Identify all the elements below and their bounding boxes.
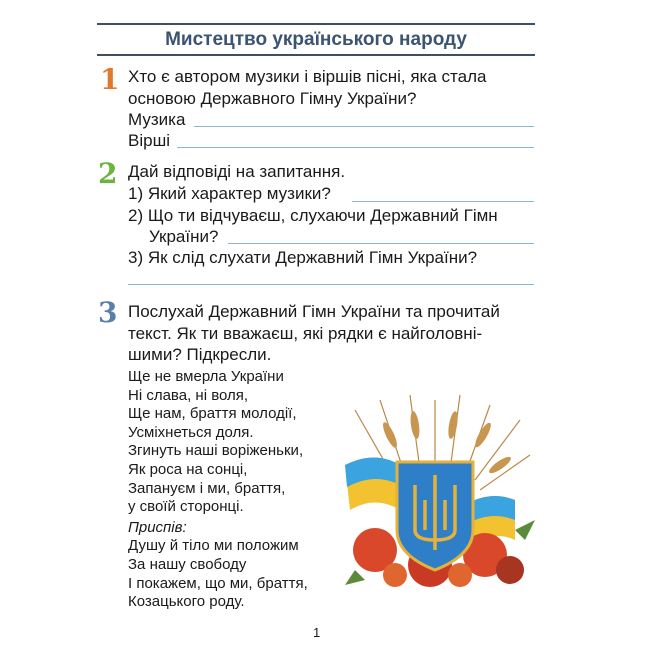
task-number-3: 3: [98, 296, 118, 329]
chorus-label: Приспів:: [128, 518, 187, 536]
lyrics-label: Вірші: [128, 131, 170, 150]
task2-question-2-line1: 2) Що ти відчуваєш, слухаючи Державний Гімн: [128, 206, 498, 225]
title-rule-top: [97, 23, 535, 25]
task-number-1: 1: [100, 63, 120, 96]
verse-line: Запануєм і ми, браття,: [128, 479, 286, 497]
page-title: Мистецтво українського народу: [165, 29, 467, 50]
anthem-text: [128, 368, 308, 612]
task3-line2: текст. Як ти вважаєш, які рядки є найголовні-: [128, 324, 483, 343]
chorus-line: За нашу свободу: [128, 555, 247, 573]
task2-instruction: Дай відповіді на запитання.: [128, 162, 346, 181]
task3-line1: Послухай Державний Гімн України та прочитай: [128, 302, 500, 321]
title-rule-bottom: [97, 54, 535, 56]
task3-line3: шими? Підкресли.: [128, 345, 272, 364]
music-answer-line[interactable]: [194, 126, 534, 127]
answer-line-1[interactable]: [352, 201, 534, 202]
task1-question-line1: Хто є автором музики і віршів пісні, яка стала: [128, 67, 487, 86]
page-number: 1: [313, 625, 321, 640]
task1-question-line2: основою Державного Гімну України?: [128, 89, 417, 108]
music-label: Музика: [128, 110, 186, 129]
task-number-2: 2: [98, 157, 118, 190]
answer-line-2[interactable]: [228, 243, 534, 244]
lyrics-answer-line[interactable]: [177, 147, 534, 148]
chorus-line: Козацького роду.: [128, 593, 245, 611]
ukraine-emblem-illustration: [335, 380, 540, 595]
verse-line: Ще не вмерла України: [128, 368, 284, 385]
verse-line: Ще нам, браття молодії,: [128, 405, 297, 423]
answer-line-3[interactable]: [128, 284, 534, 285]
task2-question-1: 1) Який характер музики?: [128, 184, 331, 203]
chorus-line: Душу й тіло ми положим: [128, 537, 299, 555]
task2-question-2-line2: України?: [149, 227, 219, 246]
chorus-line: І покажем, що ми, браття,: [128, 574, 308, 592]
verse-line: Усміхнеться доля.: [128, 423, 254, 441]
verse-line: Ні слава, ні воля,: [128, 386, 249, 404]
verse-line: Як роса на сонці,: [128, 460, 248, 478]
task2-question-3: 3) Як слід слухати Державний Гімн України?: [128, 248, 478, 267]
verse-line: у своїй сторонці.: [128, 498, 244, 516]
verse-line: Згинуть наші воріженьки,: [128, 442, 304, 460]
